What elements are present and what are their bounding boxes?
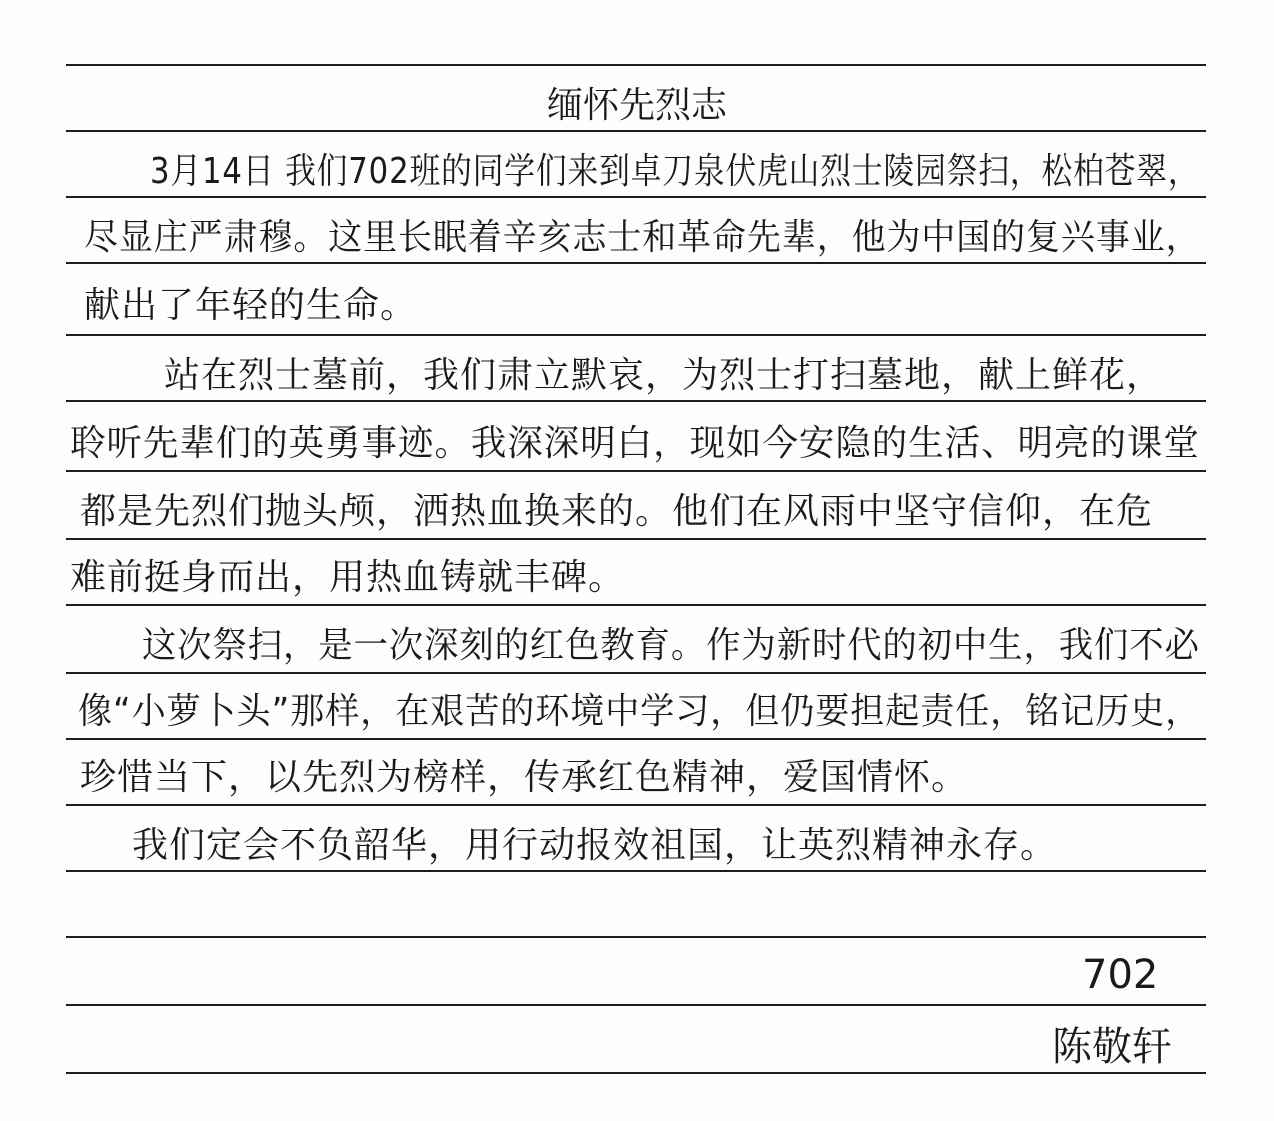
ruled-line	[66, 130, 1206, 132]
ruled-line	[66, 262, 1206, 264]
ruled-line	[66, 196, 1206, 198]
ruled-line	[66, 936, 1206, 938]
ruled-line	[66, 672, 1206, 674]
essay-line: 献出了年轻的生命。	[84, 285, 418, 326]
ruled-line	[66, 334, 1206, 336]
ruled-line	[66, 1072, 1206, 1074]
ruled-line	[66, 538, 1206, 540]
ruled-line	[66, 400, 1206, 402]
ruled-line	[66, 870, 1206, 872]
essay-line: 珍惜当下，以先烈为榜样，传承红色精神，爱国情怀。	[80, 757, 969, 798]
essay-line: 3月14日 我们702班的同学们来到卓刀泉伏虎山烈士陵园祭扫，松柏苍翠，	[150, 151, 1200, 192]
ruled-line	[66, 1004, 1206, 1006]
essay-title: 缅怀先烈志	[546, 85, 727, 126]
essay-line: 站在烈士墓前，我们肃立默哀，为烈士打扫墓地，献上鲜花，	[164, 355, 1164, 396]
ruled-line	[66, 604, 1206, 606]
essay-line: 聆听先辈们的英勇事迹。我深深明白，现如今安隐的生活、明亮的课堂	[70, 423, 1200, 464]
essay-line: 尽显庄严肃穆。这里长眠着辛亥志士和革命先辈，他为中国的复兴事业，	[84, 217, 1201, 258]
essay-line: 像“小萝卜头”那样，在艰苦的环境中学习，但仍要担起责任，铭记历史，	[78, 691, 1201, 732]
signature-class: 702	[1082, 952, 1159, 998]
ruled-line	[66, 470, 1206, 472]
ruled-line	[66, 804, 1206, 806]
essay-line: 这次祭扫，是一次深刻的红色教育。作为新时代的初中生，我们不必	[142, 625, 1200, 666]
essay-line: 都是先烈们抛头颅，洒热血换来的。他们在风雨中坚守信仰，在危	[80, 491, 1154, 532]
ruled-line	[66, 64, 1206, 66]
essay-line: 难前挺身而出，用热血铸就丰碑。	[70, 557, 626, 598]
ruled-line	[66, 738, 1206, 740]
signature-name: 陈敬轩	[1052, 1024, 1172, 1070]
essay-line: 我们定会不负韶华，用行动报效祖国，让英烈精神永存。	[132, 825, 1058, 866]
